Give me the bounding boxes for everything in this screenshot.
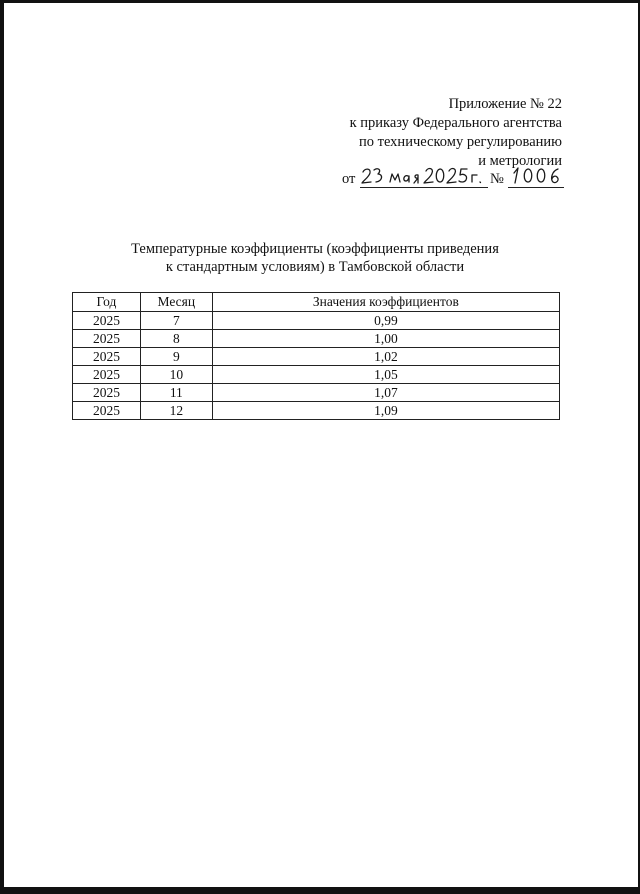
handwritten-order-number	[508, 165, 564, 187]
scan-edge-bottom	[0, 887, 640, 894]
cell-coefficient: 1,02	[212, 348, 559, 366]
table-row	[73, 348, 560, 366]
cell-coefficient: 1,05	[212, 366, 559, 384]
cell-coefficient: 1,09	[212, 402, 559, 420]
cell-month: 10	[140, 366, 212, 384]
document-title	[100, 240, 530, 276]
table-row	[73, 312, 560, 330]
scan-edge-left	[0, 0, 4, 894]
appendix-line-3: по техническому регулированию	[358, 134, 562, 150]
header-month: Месяц	[140, 293, 212, 312]
table-row	[73, 330, 560, 348]
appendix-line-1: Приложение № 22	[448, 96, 562, 112]
appendix-header	[350, 95, 562, 171]
coefficients-table	[72, 292, 560, 420]
cell-year: 2025	[73, 402, 141, 420]
table-row	[73, 384, 560, 402]
table-row	[73, 402, 560, 420]
cell-coefficient: 1,07	[212, 384, 559, 402]
order-number-sign: №	[490, 171, 504, 187]
date-underline	[360, 187, 488, 188]
number-underline	[508, 187, 564, 188]
title-line-2: к стандартным условиям) в Тамбовской области	[165, 259, 465, 275]
order-date-prefix: от	[342, 171, 356, 187]
cell-year: 2025	[73, 330, 141, 348]
header-coefficient-values: Значения коэффициентов	[212, 293, 559, 312]
cell-year: 2025	[73, 348, 141, 366]
header-year: Год	[73, 293, 141, 312]
order-date-number-line	[342, 168, 564, 190]
table-header-row	[73, 293, 560, 312]
scan-edge-top	[0, 0, 640, 3]
appendix-line-4: и метрологии	[478, 153, 562, 169]
cell-year: 2025	[73, 366, 141, 384]
table-row	[73, 366, 560, 384]
appendix-line-2: к приказу Федерального агентства	[349, 115, 562, 131]
cell-month: 12	[140, 402, 212, 420]
cell-month: 8	[140, 330, 212, 348]
handwritten-date	[360, 165, 486, 187]
cell-coefficient: 0,99	[212, 312, 559, 330]
cell-month: 11	[140, 384, 212, 402]
cell-year: 2025	[73, 312, 141, 330]
cell-year: 2025	[73, 384, 141, 402]
cell-coefficient: 1,00	[212, 330, 559, 348]
title-line-1: Температурные коэффициенты (коэффициенты приведения	[131, 241, 499, 257]
cell-month: 7	[140, 312, 212, 330]
cell-month: 9	[140, 348, 212, 366]
